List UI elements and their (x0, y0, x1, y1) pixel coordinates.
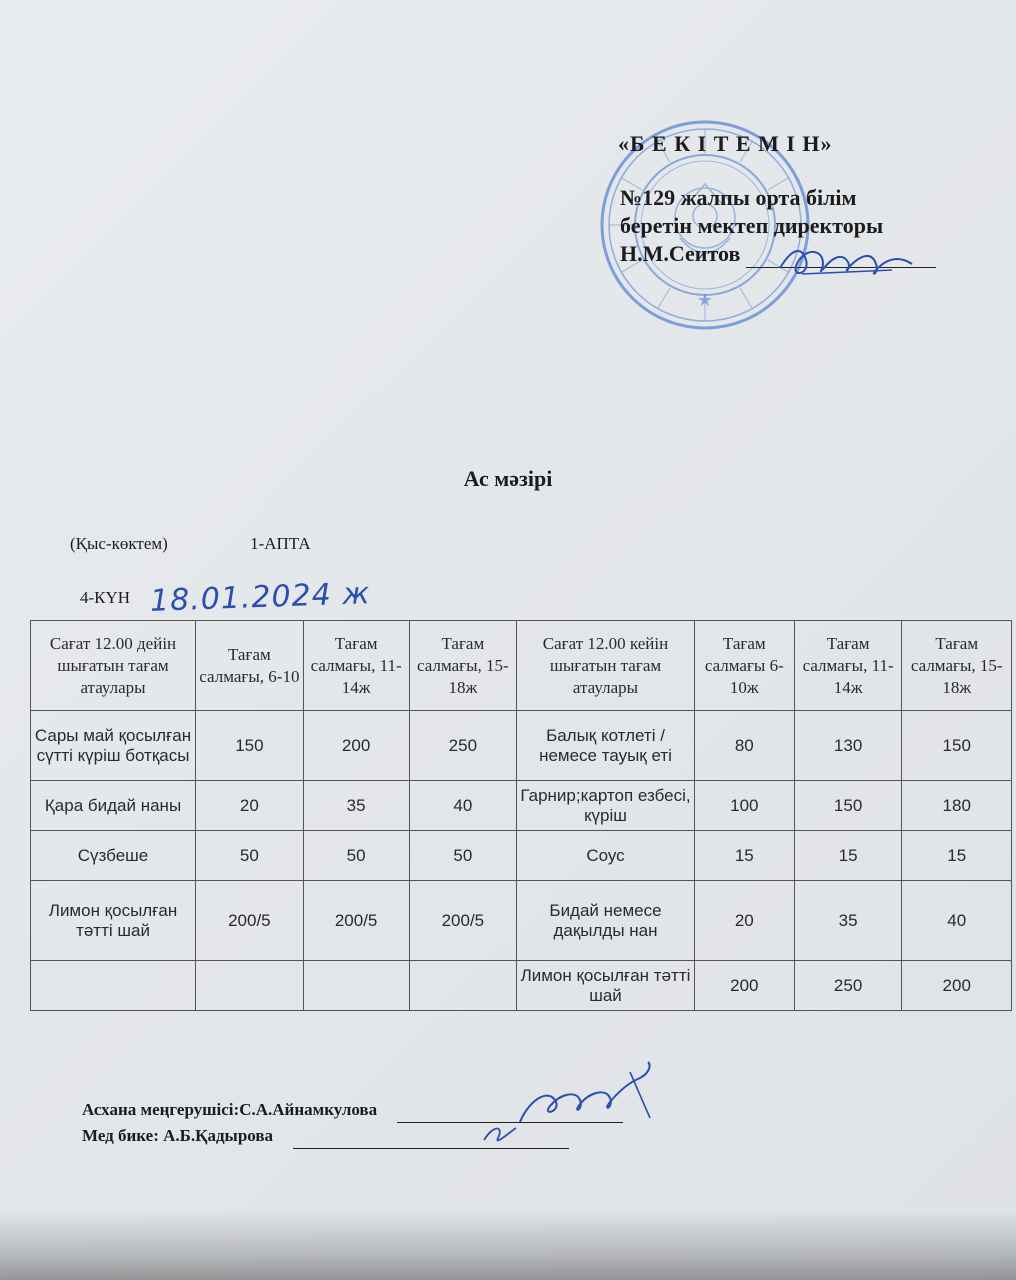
table-cell (303, 961, 409, 1011)
table-row (31, 881, 1012, 961)
table-cell: 200/5 (303, 881, 409, 961)
table-cell (409, 961, 517, 1011)
table-cell: 15 (694, 831, 794, 881)
approval-line-role: беретін мектеп директоры (620, 213, 884, 238)
header-cell: Тағам салмағы, 11-14ж (794, 621, 902, 711)
table-cell: 200 (902, 961, 1012, 1011)
header-cell: Тағам салмағы, 11-14ж (303, 621, 409, 711)
table-cell: Сары май қосылған сүтті күріш ботқасы (31, 711, 196, 781)
table-cell: Гарнир;картоп езбесі, күріш (517, 781, 695, 831)
table-cell: 200 (694, 961, 794, 1011)
table-cell: Лимон қосылған тәтті шай (31, 881, 196, 961)
table-cell: 150 (196, 711, 304, 781)
table-cell: 250 (409, 711, 517, 781)
table-cell: 200/5 (409, 881, 517, 961)
table-cell: 80 (694, 711, 794, 781)
header-cell: Тағам салмағы, 15-18ж (902, 621, 1012, 711)
table-cell: 180 (902, 781, 1012, 831)
table-cell (31, 961, 196, 1011)
nurse-row (82, 1123, 623, 1149)
table-cell: Балық котлеті /немесе тауық еті (517, 711, 695, 781)
table-cell: Лимон қосылған тәтті шай (517, 961, 695, 1011)
handwritten-date: 18.01.2024 ж (149, 576, 371, 619)
table-cell: 15 (902, 831, 1012, 881)
table-cell: 40 (902, 881, 1012, 961)
table-cell: 150 (902, 711, 1012, 781)
header-cell: Тағам салмағы 6-10ж (694, 621, 794, 711)
director-signature (772, 238, 922, 288)
cook-signature-line (397, 1106, 623, 1123)
menu-table (30, 620, 1012, 1011)
table-cell: 100 (694, 781, 794, 831)
table-cell: 130 (794, 711, 902, 781)
week-label: 1-АПТА (250, 534, 311, 553)
table-cell: 40 (409, 781, 517, 831)
cook-row (82, 1097, 623, 1123)
table-cell: 15 (794, 831, 902, 881)
approval-heading: «Б Е К І Т Е М І Н» (618, 131, 833, 156)
table-cell: 150 (794, 781, 902, 831)
season-week-row (70, 534, 311, 554)
table-cell: 35 (303, 781, 409, 831)
bottom-shadow (0, 1210, 1016, 1280)
table-cell: Соус (517, 831, 695, 881)
header-cell: Тағам салмағы, 6-10 (196, 621, 304, 711)
table-cell: 20 (694, 881, 794, 961)
table-cell: 250 (794, 961, 902, 1011)
approval-line-school: №129 жалпы орта білім (620, 185, 857, 210)
table-cell: Бидай немесе дақылды нан (517, 881, 695, 961)
table-cell: 20 (196, 781, 304, 831)
table-cell: 50 (303, 831, 409, 881)
table-cell: 50 (196, 831, 304, 881)
table-cell: 35 (794, 881, 902, 961)
table-row (31, 831, 1012, 881)
table-cell (196, 961, 304, 1011)
cook-name: Асхана меңгерушісі:С.А.Айнамкулова (82, 1100, 378, 1119)
header-cell: Сағат 12.00 кейін шығатын тағам атаулары (517, 621, 695, 711)
director-name: Н.М.Сеитов (620, 241, 741, 266)
nurse-signature-line (293, 1132, 569, 1149)
table-cell: 200 (303, 711, 409, 781)
table-cell: Қара бидай наны (31, 781, 196, 831)
table-row (31, 781, 1012, 831)
header-cell: Сағат 12.00 дейін шығатын тағам атаулары (31, 621, 196, 711)
footer-signatures (82, 1097, 623, 1149)
table-cell: 200/5 (196, 881, 304, 961)
table-header-row (31, 621, 1012, 711)
nurse-name: Мед бике: А.Б.Қадырова (82, 1126, 274, 1145)
table-row (31, 711, 1012, 781)
svg-text:★: ★ (696, 290, 714, 311)
table-row (31, 961, 1012, 1011)
header-cell: Тағам салмағы, 15-18ж (409, 621, 517, 711)
table-cell: 50 (409, 831, 517, 881)
table-cell: Сүзбеше (31, 831, 196, 881)
day-label: 4-КҮН (80, 588, 131, 607)
season-label: (Қыс-көктем) (70, 534, 168, 553)
page-title: Ас мәзірі (463, 466, 553, 491)
